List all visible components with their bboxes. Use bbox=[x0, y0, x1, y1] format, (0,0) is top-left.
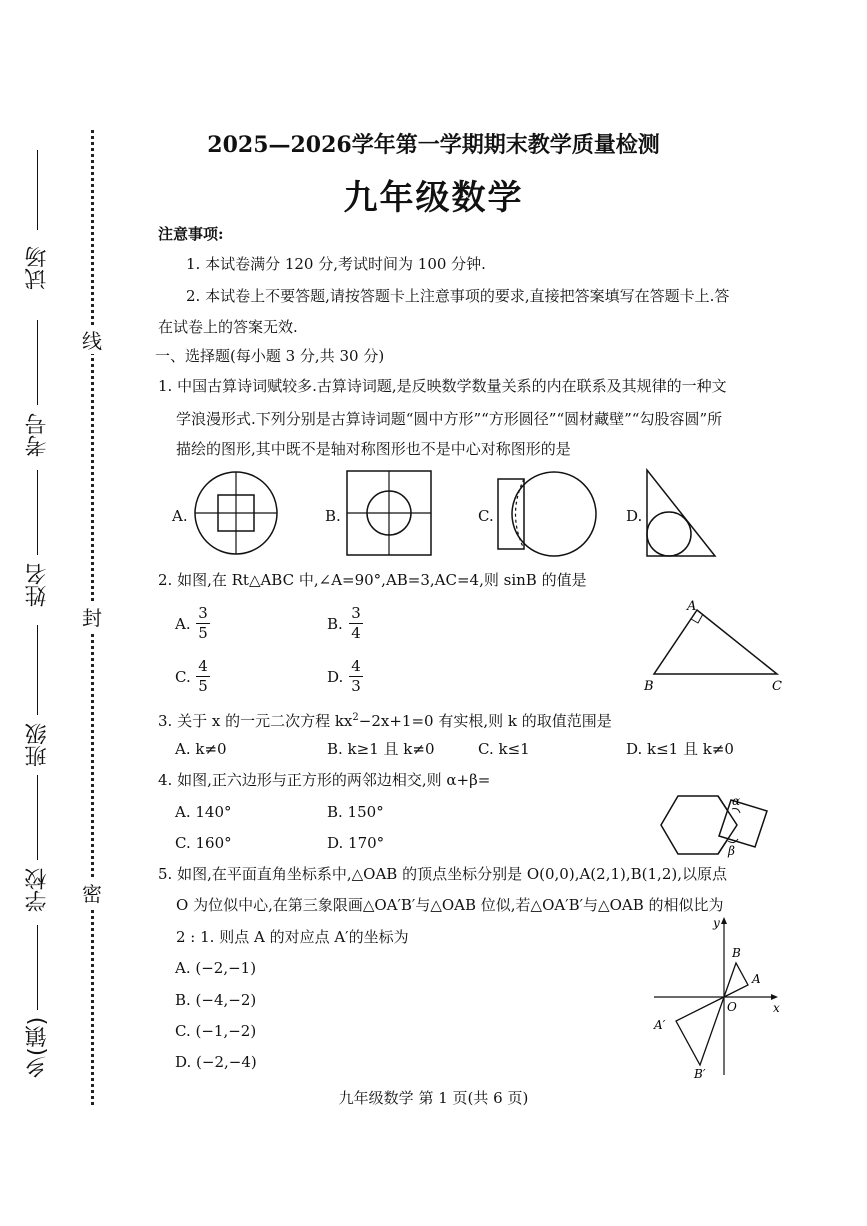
q4-stem: 4. 如图,正六边形与正方形的两邻边相交,则 α+β= bbox=[158, 771, 491, 789]
notes-item-2-line2: 在试卷上的答案无效. bbox=[158, 318, 298, 336]
q5-option-c: C. (−1,−2) bbox=[175, 1022, 257, 1040]
q2-option-b-letter: B. bbox=[327, 615, 343, 633]
q1-line3: 描绘的图形,其中既不是轴对称图形也不是中心对称图形的是 bbox=[176, 440, 571, 458]
q1-line2: 学浪漫形式.下列分别是古算诗词题“圆中方形”“方形圆径”“圆材藏壁”“勾股容圆”所 bbox=[176, 410, 723, 428]
q2-option-c-letter: C. bbox=[175, 668, 191, 686]
q1-figure-b bbox=[346, 470, 432, 556]
page-footer: 九年级数学 第 1 页(共 6 页) bbox=[338, 1089, 529, 1107]
q2-option-d-numerator: 4 bbox=[351, 657, 361, 675]
section-heading: 一、选择题(每小题 3 分,共 30 分) bbox=[155, 347, 385, 365]
q2-triangle-figure bbox=[640, 598, 785, 693]
q5-label-b-prime: B′ bbox=[694, 1067, 706, 1081]
q5-label-o: O bbox=[727, 1000, 737, 1014]
exam-title: 2025—2026学年第一学期期末教学质量检测 bbox=[207, 132, 660, 158]
q4-option-c: C. 160° bbox=[175, 834, 232, 852]
q3-stem-part1: 3. 关于 x 的一元二次方程 kx bbox=[158, 712, 353, 730]
exam-subject: 九年级数学 bbox=[343, 178, 524, 218]
q1-option-c: C. bbox=[478, 507, 494, 525]
q4-label-beta: β bbox=[728, 844, 735, 858]
notes-item-1: 1. 本试卷满分 120 分,考试时间为 100 分钟. bbox=[186, 255, 486, 273]
q2-option-d-fraction bbox=[349, 658, 363, 695]
q3-option-d: D. k≤1 且 k≠0 bbox=[626, 740, 734, 758]
q5-label-b: B bbox=[732, 946, 741, 960]
field-label-school: 学校 bbox=[25, 868, 50, 912]
q2-option-a-numerator: 3 bbox=[198, 604, 208, 622]
q4-label-alpha: α bbox=[732, 794, 741, 808]
q2-option-a-denominator: 5 bbox=[198, 624, 208, 642]
q2-option-b-numerator: 3 bbox=[351, 604, 361, 622]
q5-label-a: A bbox=[752, 972, 761, 986]
q2-option-c-numerator: 4 bbox=[198, 657, 208, 675]
field-line-class[interactable] bbox=[37, 625, 38, 715]
q5-line3: 2 : 1. 则点 A 的对应点 A′的坐标为 bbox=[176, 928, 409, 946]
q3-stem-part2: −2x+1=0 有实根,则 k 的取值范围是 bbox=[358, 712, 612, 730]
seal-char-secret: 密 bbox=[80, 878, 104, 907]
field-label-exam-number: 考号 bbox=[25, 413, 50, 457]
notes-heading: 注意事项: bbox=[158, 225, 224, 243]
q4-option-b: B. 150° bbox=[327, 803, 384, 821]
q2-label-b: B bbox=[644, 679, 654, 694]
field-label-town: 乡(镇) bbox=[25, 1016, 50, 1079]
q3-option-a: A. k≠0 bbox=[175, 740, 227, 758]
q4-option-d: D. 170° bbox=[327, 834, 385, 852]
q2-option-a-letter: A. bbox=[175, 615, 191, 633]
field-label-class: 班级 bbox=[25, 723, 50, 767]
q5-label-x: x bbox=[773, 1001, 780, 1015]
q4-hexagon-square-figure bbox=[660, 794, 790, 858]
q2-option-d-letter: D. bbox=[327, 668, 344, 686]
q5-label-a-prime: A′ bbox=[654, 1018, 666, 1032]
q3-option-b: B. k≥1 且 k≠0 bbox=[327, 740, 435, 758]
field-label-exam-room: 试场 bbox=[25, 246, 50, 290]
q2-label-a: A bbox=[687, 599, 697, 614]
field-line-school[interactable] bbox=[37, 775, 38, 860]
seal-char-seal: 封 bbox=[80, 602, 104, 631]
q2-stem: 2. 如图,在 Rt△ABC 中,∠A=90°,AB=3,AC=4,则 sinB 的值是 bbox=[158, 571, 587, 589]
q5-option-d: D. (−2,−4) bbox=[175, 1053, 257, 1071]
field-line-exam-number[interactable] bbox=[37, 320, 38, 405]
q1-option-d: D. bbox=[626, 507, 643, 525]
q5-option-a: A. (−2,−1) bbox=[175, 959, 257, 977]
q1-figure-a bbox=[194, 471, 278, 555]
q2-option-b-fraction bbox=[349, 605, 363, 642]
notes-item-2-line1: 2. 本试卷上不要答题,请按答题卡上注意事项的要求,直接把答案填写在答题卡上.答 bbox=[186, 287, 730, 305]
q3-stem-exponent: 2 bbox=[352, 712, 359, 723]
q1-option-a: A. bbox=[172, 507, 188, 525]
q1-figure-d bbox=[645, 468, 717, 558]
field-label-name: 姓名 bbox=[25, 563, 50, 607]
q2-option-c-denominator: 5 bbox=[198, 677, 208, 695]
field-line-town[interactable] bbox=[37, 925, 38, 1010]
q2-option-c-fraction bbox=[196, 658, 210, 695]
q2-option-b-denominator: 4 bbox=[351, 624, 361, 642]
q1-line1: 1. 中国古算诗词赋较多.古算诗词题,是反映数学数量关系的内在联系及其规律的一种文 bbox=[158, 377, 727, 395]
q1-figure-c bbox=[497, 471, 597, 557]
q1-option-b: B. bbox=[325, 507, 341, 525]
q5-option-b: B. (−4,−2) bbox=[175, 991, 257, 1009]
q5-line1: 5. 如图,在平面直角坐标系中,△OAB 的顶点坐标分别是 O(0,0),A(2,1),B(1,2),以原点 bbox=[158, 865, 727, 883]
q5-line2: O 为位似中心,在第三象限画△OA′B′与△OAB 位似,若△OA′B′与△OAB 的相似比为 bbox=[176, 896, 724, 914]
q3-option-c: C. k≤1 bbox=[478, 740, 530, 758]
field-line-name[interactable] bbox=[37, 470, 38, 555]
q5-coordinate-figure bbox=[652, 915, 787, 1080]
q2-label-c: C bbox=[772, 679, 782, 694]
q4-option-a: A. 140° bbox=[175, 803, 232, 821]
q2-option-a-fraction bbox=[196, 605, 210, 642]
q2-option-d-denominator: 3 bbox=[351, 677, 361, 695]
q3-stem bbox=[158, 709, 612, 730]
q5-label-y: y bbox=[713, 916, 720, 930]
seal-char-line: 线 bbox=[80, 325, 104, 354]
